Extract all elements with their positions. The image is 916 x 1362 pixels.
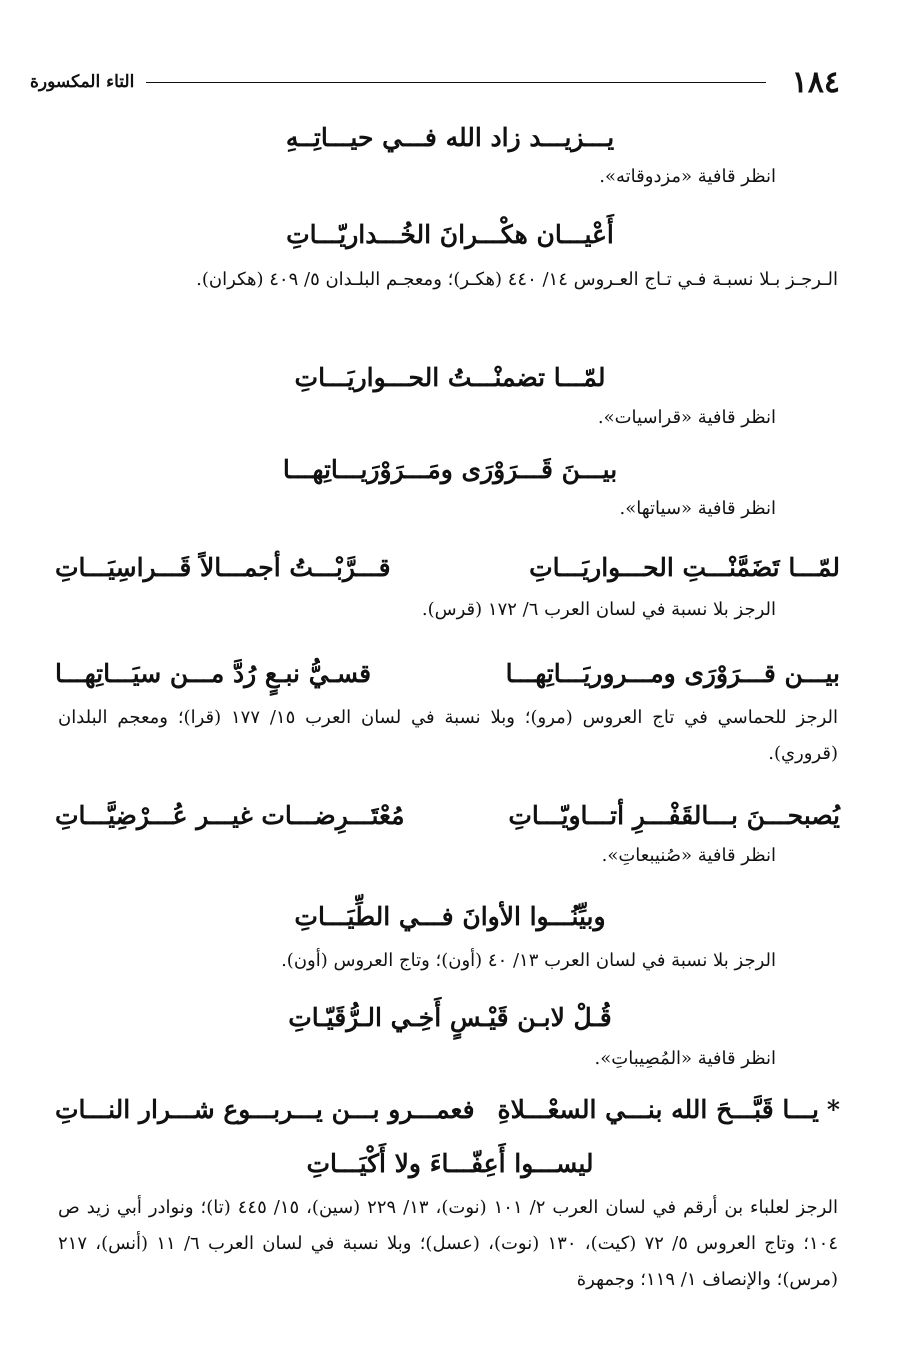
verse-line: يـــزيـــد زاد الله فـــي حيـــاتِــهِ bbox=[285, 123, 615, 152]
page-header bbox=[30, 62, 840, 102]
note-paragraph: الـرجـز بـلا نسبـة فـي تـاج العـروس ١٤/ ٤٤٠ (هكـر)؛ ومعجـم البلـدان ٥/ ٤٠٩ (هكران). bbox=[196, 269, 838, 290]
verse-hemistich-left: قـــرَّبْـــتُ أجمـــالاً قَـــراسِيَـــاتِ bbox=[55, 553, 391, 582]
verse-marker: * bbox=[826, 1095, 840, 1124]
verse-couplet bbox=[55, 548, 840, 588]
verse-line: بيـــنَ قَـــرَوْرَى ومَـــرَوْرَيـــاتِهـــا bbox=[282, 455, 618, 484]
verse-hemistich-right: يُصبحـــنَ بـــالقَفْـــرِ أتـــاويّـــاتِ bbox=[508, 801, 840, 830]
section-title: التاء المكسورة bbox=[30, 72, 135, 92]
note-line: انظر قافية «سياتها». bbox=[619, 498, 776, 519]
page-number: ١٨٤ bbox=[791, 64, 840, 100]
note-line: انظر قافية «مزدوقاته». bbox=[599, 166, 776, 187]
verse-hemistich-right bbox=[497, 1090, 840, 1130]
verse-hemistich-left: قسـيُّ نبـعٍ رُدَّ مـــن سيَـــاتِهـــا bbox=[55, 659, 372, 688]
verse-couplet bbox=[55, 1090, 840, 1130]
verse-couplet bbox=[55, 654, 840, 694]
verse-line: قُـلْ لابـن قَيْـسٍ أَخِـي الـرُّقَيّـاتِ bbox=[288, 1003, 612, 1032]
note-line: الرجز بلا نسبة في لسان العرب ٦/ ١٧٢ (قرس). bbox=[421, 599, 776, 620]
verse-hemistich-right: لمّـــا تَضَمَّنْـــتِ الحـــواريَـــاتِ bbox=[529, 553, 840, 582]
verse-hemistich-right: بيـــن قـــرَوْرَى ومـــروريَـــاتِهـــا bbox=[505, 659, 840, 688]
verse-line: أَعْيـــان هكْـــرانَ الخُـــداريّـــاتِ bbox=[286, 220, 614, 249]
note-line: الرجز بلا نسبة في لسان العرب ١٣/ ٤٠ (أون)؛ وتاج العروس (أون). bbox=[281, 950, 776, 971]
verse-text: يـــا قَبَّـــحَ الله بنـــي السعْـــلاةِ bbox=[497, 1095, 819, 1124]
note-paragraph: الرجز للحماسي في تاج العروس (مرو)؛ وبلا نسبة في لسان العرب ١٥/ ١٧٧ (قرا)؛ ومعجم البلدان (قروري). bbox=[58, 707, 838, 764]
verse-line: لمّـــا تضمنْـــتُ الحـــواريَـــاتِ bbox=[294, 363, 606, 392]
verse-hemistich-left: مُعْتَـــرِضـــات غيـــر عُـــرْضِيَّـــاتِ bbox=[55, 801, 405, 830]
header-rule bbox=[146, 82, 765, 83]
verse-line: وبيِّنُـــوا الأوانَ فـــي الطِّيَـــاتِ bbox=[294, 902, 606, 931]
note-line: انظر قافية «صُنيبعاتِ». bbox=[601, 845, 776, 866]
verse-hemistich-left: فعمـــرو بـــن يـــربـــوع شـــرار النـــاتِ bbox=[55, 1095, 475, 1124]
note-paragraph: الرجز لعلباء بن أرقم في لسان العرب ٢/ ١٠١ (نوت)، ١٣/ ٢٢٩ (سين)، ١٥/ ٤٤٥ (تا)؛ ونوادر أبي زيد ص ١٠٤؛ وتاج العروس ٥/ ٧٢ (كيت)، ١٣٠ (نوت)، (عسل)؛ وبلا نسبة في لسان العرب ٦/ ١١ (أنس)، ٢١٧ (مرس)؛ والإنصاف ١/ ١١٩؛ وجمهرة bbox=[58, 1197, 839, 1290]
note-line: انظر قافية «قراسيات». bbox=[597, 407, 776, 428]
note-line: انظر قافية «المُصِيباتِ». bbox=[594, 1048, 776, 1069]
verse-line: ليســـوا أَعِفّـــاءَ ولا أَكْيَـــاتِ bbox=[306, 1149, 594, 1178]
verse-couplet bbox=[55, 796, 840, 836]
